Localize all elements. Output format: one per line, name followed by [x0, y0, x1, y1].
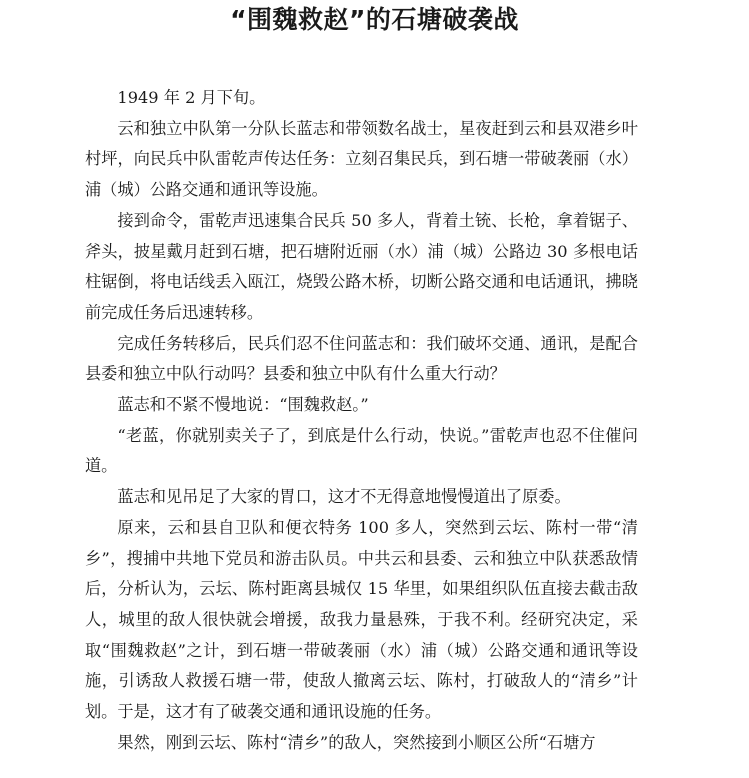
- paragraph-mission-order: 云和独立中队第一分队长蓝志和带领数名战士，星夜赶到云和县双港乡叶村坪，向民兵中队雷乾声传达任务：立刻召集民兵，到石塘一带破袭丽（水）浦（城）公路交通和通讯等设施。: [85, 118, 638, 200]
- paragraph-lan-answer: 蓝志和不紧不慢地说：“围魏救赵。”: [117, 395, 369, 415]
- paragraph-sabotage-action: 接到命令，雷乾声迅速集合民兵 50 多人，背着土铳、长枪，拿着锯子、斧头，披星戴月赶到石塘，把石塘附近丽（水）浦（城）公路边 30 多根电话柱锯倒，将电话线丢入瓯江，烧毁公路木桥，切断公路交通和电话通讯，拂晓前完成任务后迅速转移。: [85, 210, 638, 322]
- paragraph-lei-asks: “老蓝，你就别卖关子了，到底是什么行动，快说。”雷乾声也忍不住催问道。: [85, 425, 638, 476]
- page-title: “围魏救赵”的石塘破袭战: [230, 5, 519, 34]
- paragraph-background: 原来，云和县自卫队和便衣特务 100 多人，突然到云坛、陈村一带“清乡”，搜捕中共地下党员和游击队员。中共云和县委、云和独立中队获悉敌情后，分析认为，云坛、陈村距离县城仅 15 华里，如果组织队伍直接去截击敌人，城里的敌人很快就会增援，敌我力量悬殊，于我不利。经研究决定，采取“围魏救赵”之计，到石塘一带破袭丽（水）浦（城）公路交通和通讯等设施，引诱敌人救援石塘一带，使敌人撤离云坛、陈村，打破敌人的“清乡”计划。于是，这才有了破袭交通和通讯设施的任务。: [85, 517, 638, 722]
- paragraph-lan-explains: 蓝志和见吊足了大家的胃口，这才不无得意地慢慢道出了原委。: [117, 487, 571, 507]
- paragraph-date: 1949 年 2 月下旬。: [117, 88, 266, 107]
- paragraph-result: 果然，刚到云坛、陈村“清乡”的敌人，突然接到小顺区公所“石塘方: [117, 732, 596, 752]
- paragraph-militia-question: 完成任务转移后，民兵们忍不住问蓝志和：我们破坏交通、通讯，是配合县委和独立中队行动吗？县委和独立中队有什么重大行动？: [85, 333, 638, 384]
- article-body: [85, 83, 638, 758]
